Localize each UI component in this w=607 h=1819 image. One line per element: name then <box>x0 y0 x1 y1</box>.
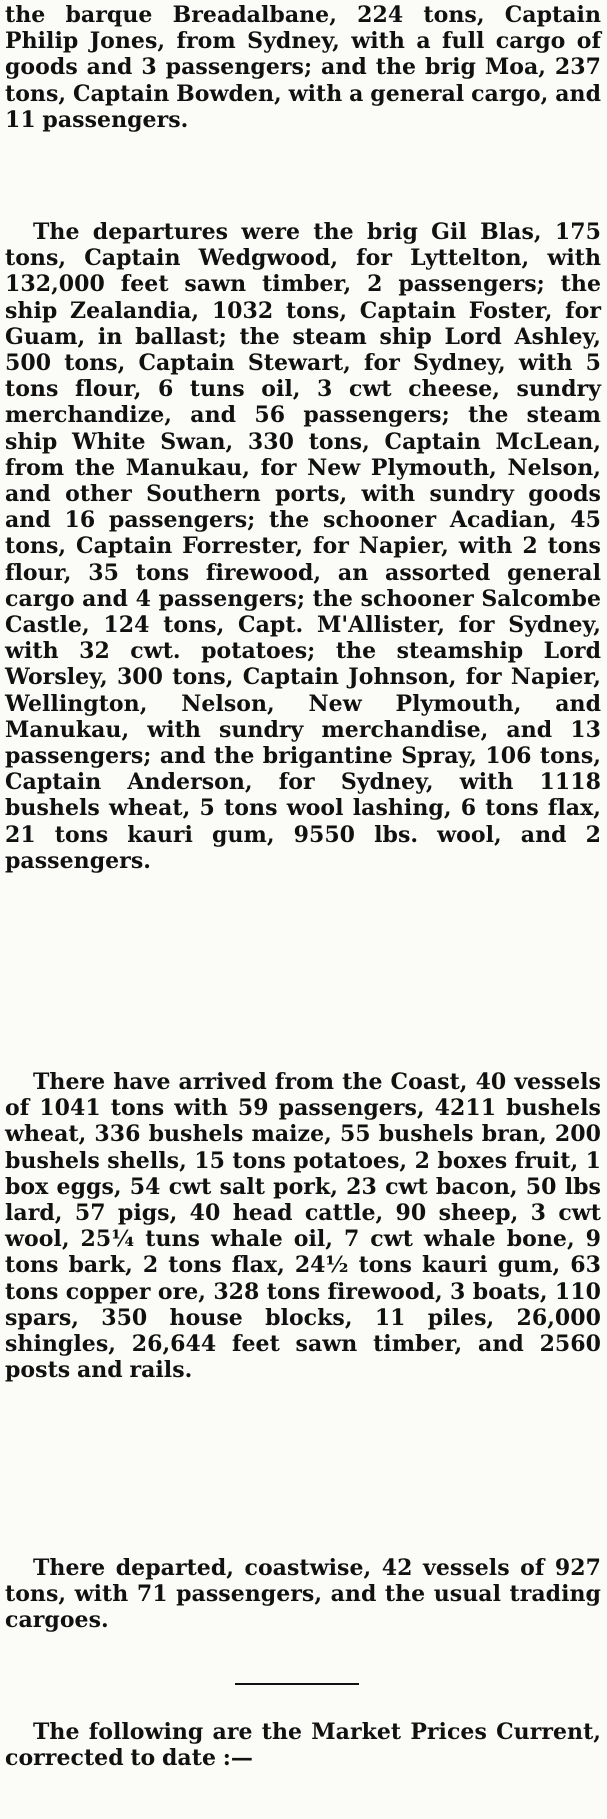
shipping-arrivals-paragraph: the barque Breadalbane, 224 tons, Captain Philip Jones, from Sydney, with a full cargo of goods and 3 passengers; and the brig Moa, 237 tons, Captain Bowden, with a general cargo, and 11 passengers. <box>5 2 601 133</box>
market-prices-intro-paragraph: The following are the Market Prices Current, corrected to date :— <box>5 1719 601 1772</box>
coastal-departures-paragraph: There departed, coastwise, 42 vessels of 927 tons, with 71 passengers, and the usual trading cargoes. <box>5 1555 601 1634</box>
coastal-arrivals-paragraph: There have arrived from the Coast, 40 vessels of 1041 tons with 59 passengers, 4211 bushels wheat, 336 bushels maize, 55 bushels bran, 200 bushels shells, 15 tons potatoes, 2 boxes fruit, 1 box eggs, 54 cwt salt pork, 23 cwt bacon, 50 lbs lard, 57 pigs, 40 head cattle, 90 sheep, 3 cwt wool, 25¼ tuns whale oil, 7 cwt whale bone, 9 tons bark, 2 tons flax, 24½ tons kauri gum, 63 tons copper ore, 328 tons firewood, 3 boats, 110 spars, 350 house blocks, 11 piles, 26,000 shingles, 26,644 feet sawn timber, and 2560 posts and rails. <box>5 1069 601 1384</box>
shipping-departures-paragraph: The departures were the brig Gil Blas, 175 tons, Captain Wedgwood, for Lyttelton, with 132,000 feet sawn timber, 2 passengers; the ship Zealandia, 1032 tons, Captain Foster, for Guam, in ballast; the steam ship Lord Ashley, 500 tons, Captain Stewart, for Sydney, with 5 tons flour, 6 tuns oil, 3 cwt cheese, sundry merchandize, and 56 passengers; the steam ship White Swan, 330 tons, Captain McLean, from the Manukau, for New Plymouth, Nelson, and other Southern ports, with sundry goods and 16 passengers; the schooner Acadian, 45 tons, Captain Forrester, for Napier, with 2 tons flour, 35 tons firewood, an assorted general cargo and 4 passengers; the schooner Salcombe Castle, 124 tons, Capt. M'Allister, for Sydney, with 32 cwt. potatoes; the steamship Lord Worsley, 300 tons, Captain Johnson, for Napier, Wellington, Nelson, New Plymouth, and Manukau, with sundry merchandise, and 13 passengers; and the brigantine Spray, 106 tons, Captain Anderson, for Sydney, with 1118 bushels wheat, 5 tons wool lashing, 6 tons flax, 21 tons kauri gum, 9550 lbs. wool, and 2 passengers. <box>5 219 601 874</box>
section-divider-rule <box>235 1683 359 1685</box>
